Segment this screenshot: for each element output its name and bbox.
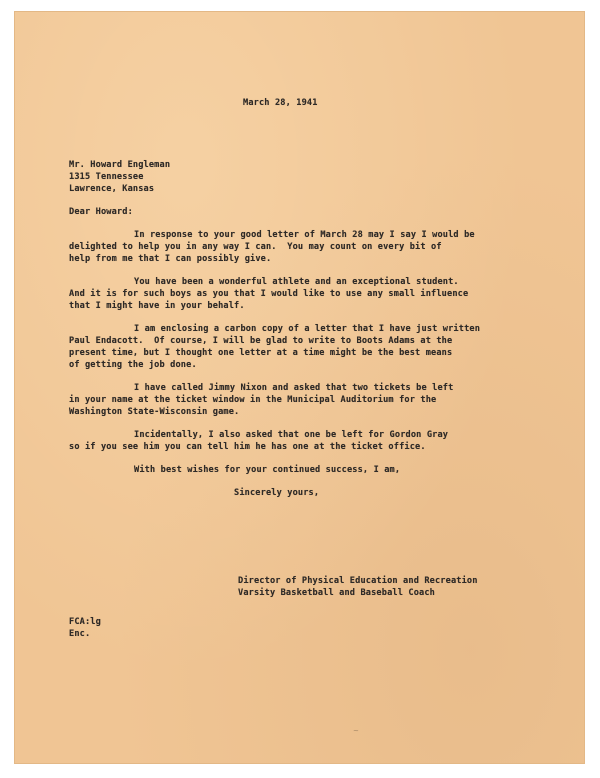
paragraph-2-line: that I might have in your behalf. [69,301,245,311]
letter-date: March 28, 1941 [243,98,318,108]
paragraph-4-line: Washington State-Wisconsin game. [69,407,240,417]
reference-initials: FCA:lg [69,617,101,627]
paragraph-5-line: so if you see him you can tell him he has one at the ticket office. [69,442,426,452]
paragraph-4-line: I have called Jimmy Nixon and asked that two tickets be left [134,383,454,393]
enclosure-notation: Enc. [69,629,91,639]
paragraph-3-line: of getting the job done. [69,360,197,370]
paragraph-6-line: With best wishes for your continued success, I am, [134,465,401,475]
paragraph-1-line: In response to your good letter of March 28 may I say I would be [134,230,475,240]
paragraph-4-line: in your name at the ticket window in the Municipal Auditorium for the [69,395,437,405]
paragraph-2-line: You have been a wonderful athlete and an exceptional student. [134,277,459,287]
recipient-city: Lawrence, Kansas [69,184,155,194]
complimentary-close: Sincerely yours, [234,488,320,498]
recipient-street: 1315 Tennessee [69,172,144,182]
paper-mark: ~ [353,727,359,735]
signature-title-line: Varsity Basketball and Baseball Coach [238,588,435,598]
paragraph-3-line: Paul Endacott. Of course, I will be glad to write to Boots Adams at the [69,336,453,346]
signature-title-line: Director of Physical Education and Recreation [238,576,478,586]
paragraph-1-line: help from me that I can possibly give. [69,254,272,264]
paragraph-1-line: delighted to help you in any way I can. You may count on every bit of [69,242,442,252]
recipient-name: Mr. Howard Engleman [69,160,171,170]
paragraph-2-line: And it is for such boys as you that I would like to use any small influence [69,289,469,299]
paragraph-3-line: present time, but I thought one letter at a time might be the best means [69,348,453,358]
salutation: Dear Howard: [69,207,133,217]
paragraph-3-line: I am enclosing a carbon copy of a letter that I have just written [134,324,481,334]
paragraph-5-line: Incidentally, I also asked that one be left for Gordon Gray [134,430,449,440]
